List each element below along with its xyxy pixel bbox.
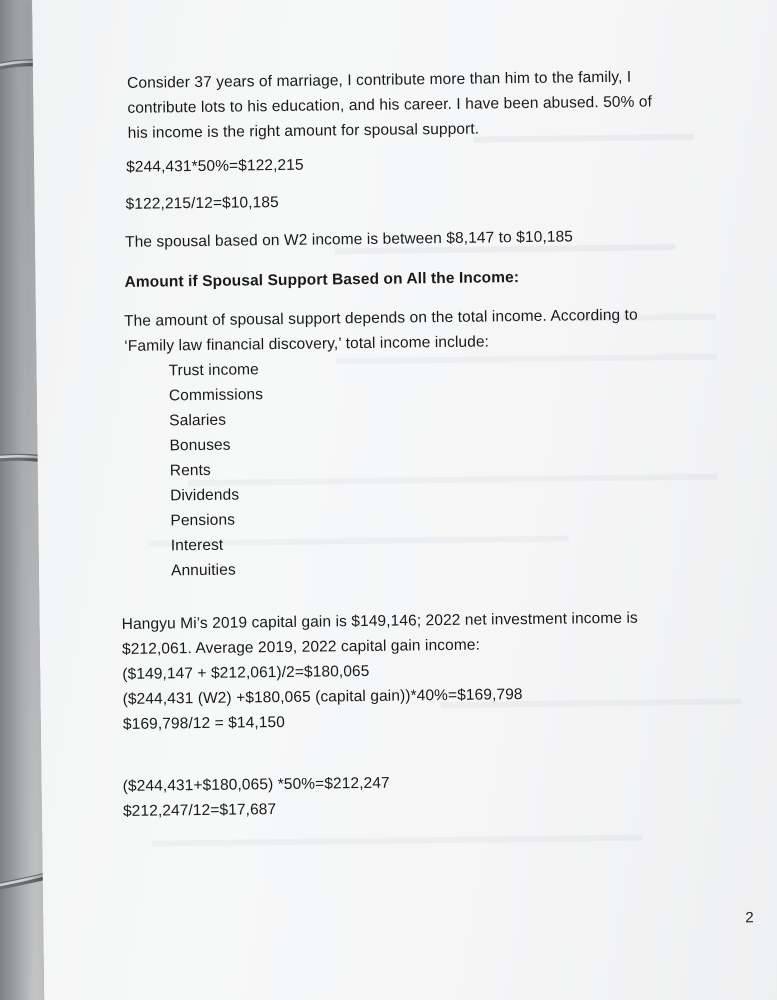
intro-line: Consider 37 years of marriage, I contribute more than him to the family, I: [127, 68, 632, 92]
list-item: Dividends: [170, 486, 240, 505]
calc-half-income: $244,431*50%=$122,215: [126, 156, 304, 176]
document-page: [32, 0, 777, 1000]
list-item: Annuities: [170, 561, 236, 580]
list-item: Bonuses: [169, 436, 231, 455]
capital-gain-line: ($244,431 (W2) +$180,065 (capital gain))*40%=$169,798: [122, 686, 523, 708]
final-calc-line: $212,247/12=$17,687: [122, 801, 277, 820]
capital-gain-line: $169,798/12 = $14,150: [122, 713, 286, 733]
final-calculation: [123, 771, 391, 824]
intro-paragraph: [127, 64, 652, 145]
list-item: Commissions: [168, 386, 264, 405]
section-body: [124, 303, 638, 359]
section-body-line: ‘Family law financial discovery,’ total income include:: [124, 333, 490, 355]
income-types-list: [168, 357, 265, 583]
list-item: Rents: [169, 461, 211, 480]
list-item: Trust income: [168, 361, 259, 380]
list-item: Interest: [170, 536, 224, 555]
capital-gain-line: $212,061. Average 2019, 2022 capital gain income:: [121, 636, 481, 658]
w2-range-statement: The spousal based on W2 income is between $8,147 to $10,185: [124, 228, 574, 251]
calc-monthly-w2: $122,215/12=$10,185: [125, 194, 279, 213]
page-number: 2: [745, 909, 754, 927]
capital-gain-paragraph: [122, 606, 640, 737]
capital-gain-line: Hangyu Mi’s 2019 capital gain is $149,146; 2022 net investment income is: [121, 609, 638, 633]
capital-gain-line: ($149,147 + $212,061)/2=$180,065: [122, 662, 370, 683]
intro-line: his income is the right amount for spousal support.: [127, 120, 480, 142]
list-item: Pensions: [170, 511, 236, 530]
section-body-line: The amount of spousal support depends on the total income. According to: [123, 306, 638, 330]
show-through-mark: [152, 835, 642, 847]
intro-line: contribute lots to his education, and his career. I have been abused. 50% of: [127, 93, 653, 117]
section-heading: Amount if Spousal Support Based on All the Income:: [124, 269, 520, 291]
final-calc-line: ($244,431+$180,065) *50%=$212,247: [122, 774, 390, 795]
show-through-mark: [188, 474, 718, 486]
list-item: Salaries: [169, 411, 227, 430]
